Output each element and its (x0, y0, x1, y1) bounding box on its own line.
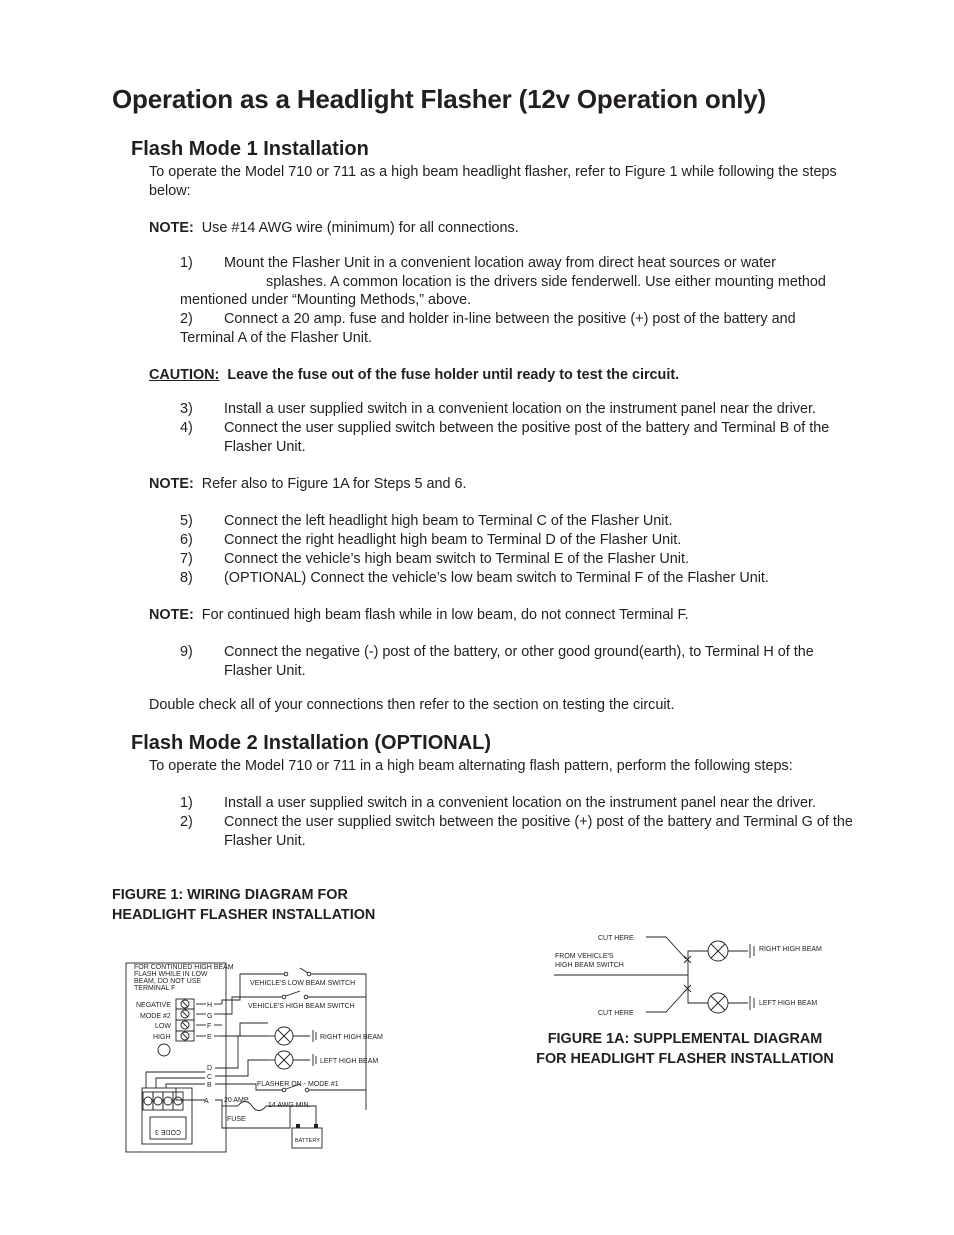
label-high: HIGH (153, 1034, 171, 1041)
label-negative: NEGATIVE (136, 1002, 171, 1009)
label-high-beam-switch: VEHICLE'S HIGH BEAM SWITCH (248, 1003, 355, 1010)
note-text: Refer also to Figure 1A for Steps 5 and 6. (201, 476, 467, 492)
step-text: Connect the vehicle’s high beam switch to Terminal E of the Flasher Unit. (224, 551, 689, 567)
note-text: Use #14 AWG wire (minimum) for all connections. (201, 220, 519, 236)
step-text-line: Terminal A of the Flasher Unit. (180, 329, 372, 346)
label-terminal-c: C (207, 1074, 213, 1081)
note-label: NOTE: (149, 476, 194, 492)
step-text: Connect the left headlight high beam to Terminal C of the Flasher Unit. (224, 513, 673, 529)
label-from-vehicle: HIGH BEAM SWITCH (555, 962, 624, 969)
mode1-intro: To operate the Model 710 or 711 as a high beam headlight flasher, refer to Figure 1 while following the steps below: (149, 164, 837, 199)
label-terminal-g: G (207, 1013, 213, 1020)
step-text-line: splashes. A common location is the drivers side fenderwell. Use either mounting method (266, 273, 826, 290)
step-number: 1) (180, 795, 193, 811)
step-text: Install a user supplied switch in a convenient location on the instrument panel near the driver. (224, 401, 816, 417)
page-title: Operation as a Headlight Flasher (12v Operation only) (112, 84, 766, 114)
caption-line: HEADLIGHT FLASHER INSTALLATION (112, 906, 376, 923)
step-number: 3) (180, 401, 193, 417)
caution-text: Leave the fuse out of the fuse holder until ready to test the circuit. (227, 367, 680, 383)
caption-line: FIGURE 1: WIRING DIAGRAM FOR (112, 887, 348, 903)
label-low-beam-switch: VEHICLE'S LOW BEAM SWITCH (250, 980, 356, 987)
closing-text: Double check all of your connections then refer to the section on testing the circuit. (149, 697, 675, 713)
section-heading-mode2: Flash Mode 2 Installation (OPTIONAL) (131, 732, 492, 754)
step-number: 1) (180, 255, 193, 271)
step-text: Connect the user supplied switch between the positive post of the battery and Terminal B of the Flasher Unit. (224, 420, 830, 455)
step-text: Install a user supplied switch in a convenient location on the instrument panel near the driver. (224, 795, 816, 811)
label-flasher-on: FLASHER ON - MODE #1 (257, 1081, 339, 1088)
label-terminal-a: A (204, 1098, 209, 1105)
figure-1a-caption (524, 1030, 846, 1069)
note-label: NOTE: (149, 607, 194, 623)
caption-line: FOR HEADLIGHT FLASHER INSTALLATION (536, 1050, 834, 1067)
step-text: Connect the right headlight high beam to Terminal D of the Flasher Unit. (224, 532, 682, 548)
label-fuse: FUSE (227, 1116, 246, 1123)
label-left-high-beam: LEFT HIGH BEAM (759, 1000, 818, 1007)
label-right-high-beam: RIGHT HIGH BEAM (320, 1034, 383, 1041)
note-text: For continued high beam flash while in low beam, do not connect Terminal F. (201, 607, 689, 623)
label-20-amp: 20 AMP (224, 1097, 249, 1104)
step-number: 2) (180, 814, 193, 830)
step-number: 5) (180, 513, 193, 529)
label-cut-here-top: CUT HERE (598, 935, 634, 942)
step-text: Connect the negative (-) post of the battery, or other good ground(earth), to Terminal H of the Flasher Unit. (224, 644, 814, 679)
caption-line: FIGURE 1A: SUPPLEMENTAL DIAGRAM (547, 1031, 823, 1047)
step-number: 6) (180, 532, 193, 548)
step-text-line: Mount the Flasher Unit in a convenient location away from direct heat sources or water (224, 255, 776, 271)
label-terminal-d: D (207, 1065, 213, 1072)
label-continued-note: FOR CONTINUED HIGH BEAM (134, 964, 234, 971)
step-number: 8) (180, 570, 193, 586)
step-number: 2) (180, 311, 193, 327)
label-right-high-beam: RIGHT HIGH BEAM (759, 946, 822, 953)
section-heading-mode1: Flash Mode 1 Installation (131, 138, 369, 160)
label-continued-note: TERMINAL F (134, 985, 176, 992)
label-mode2: MODE #2 (140, 1013, 171, 1020)
label-low: LOW (155, 1023, 171, 1030)
label-terminal-f: F (207, 1023, 212, 1030)
label-cut-here-bottom: CUT HERE (598, 1010, 634, 1017)
note-label: NOTE: (149, 220, 194, 236)
step-number: 9) (180, 644, 193, 660)
step-text: (OPTIONAL) Connect the vehicle’s low beam switch to Terminal F of the Flasher Unit. (224, 570, 769, 586)
label-left-high-beam: LEFT HIGH BEAM (320, 1058, 379, 1065)
caution-label: CAUTION: (149, 367, 220, 383)
label-from-vehicle: FROM VEHICLE'S (555, 953, 614, 960)
step-text-line: Connect a 20 amp. fuse and holder in-line between the positive (+) post of the battery and (224, 311, 796, 327)
step-number: 4) (180, 420, 193, 436)
label-terminal-e: E (207, 1034, 212, 1041)
label-terminal-b: B (207, 1082, 212, 1089)
label-terminal-h: H (207, 1002, 213, 1009)
step-text: Connect the user supplied switch between the positive (+) post of the battery and Terminal G of the Flasher Unit. (224, 814, 853, 849)
label-continued-note: FLASH WHILE IN LOW (134, 971, 208, 978)
label-continued-note: BEAM, DO NOT USE (134, 978, 202, 985)
label-14-awg: 14 AWG MIN. (268, 1102, 311, 1109)
label-battery: BATTERY (295, 1138, 320, 1144)
step-number: 7) (180, 551, 193, 567)
mode2-intro: To operate the Model 710 or 711 in a high beam alternating flash pattern, perform the following steps: (149, 758, 793, 774)
code3-logo: CODE 3 (154, 1128, 182, 1135)
step-text-line: mentioned under “Mounting Methods,” above. (180, 292, 472, 309)
